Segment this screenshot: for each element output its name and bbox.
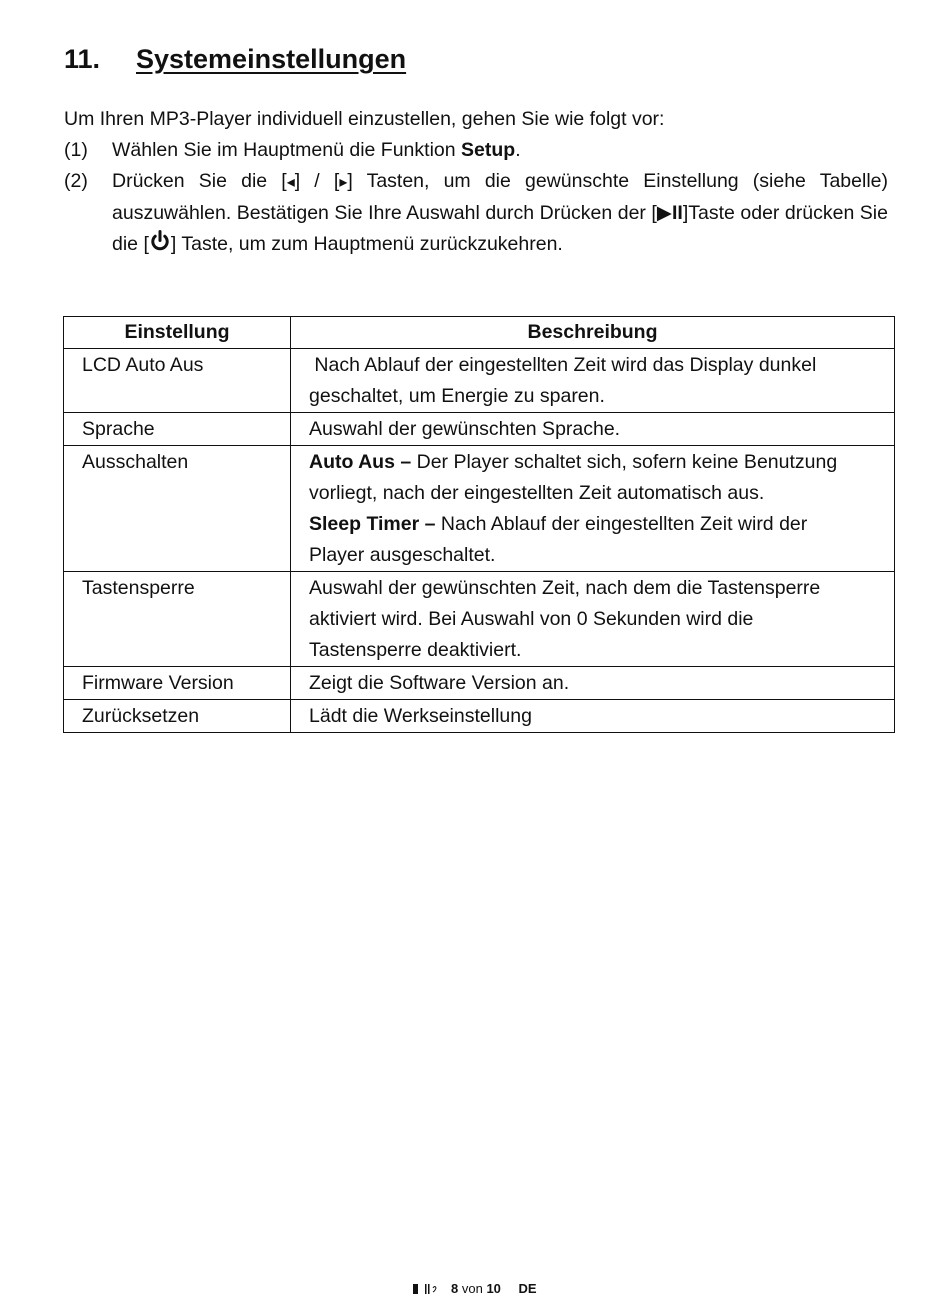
step-2: (2) Drücken Sie die [◂] / [▸] Tasten, um die gewünschte Einstellung (siehe Tabelle) auszuwählen. Bestätigen Sie Ihre Auswahl durch Drücken der [▶II]Taste oder drücken Sie die [ ] Taste, um zum Hauptmenü zurückzukehren. xyxy=(64,166,888,262)
setup-label: Setup xyxy=(461,139,516,161)
column-header: Einstellung xyxy=(64,317,291,349)
power-icon xyxy=(149,230,171,262)
setting-description: Nach Ablauf der eingestellten Zeit wird das Display dunkel geschaltet, um Energie zu sparen. xyxy=(291,349,895,413)
section-number: 11. xyxy=(64,44,101,74)
right-arrow-icon: ▸ xyxy=(339,174,348,191)
section-title: Systemeinstellungen xyxy=(136,44,407,74)
option-label: Sleep Timer – xyxy=(309,513,436,535)
step-number: (1) xyxy=(64,139,88,161)
settings-table xyxy=(63,316,895,733)
setting-name: Ausschalten xyxy=(64,446,291,572)
table-header-row xyxy=(64,317,895,349)
setting-description: Auswahl der gewünschten Zeit, nach dem die Tastensperre aktiviert wird. Bei Auswahl von 0 Sekunden wird die Tastensperre deaktiviert. xyxy=(291,572,895,667)
table-row xyxy=(64,349,895,413)
section-heading xyxy=(64,44,406,75)
setting-name: LCD Auto Aus xyxy=(64,349,291,413)
setting-description: Auswahl der gewünschten Sprache. xyxy=(291,413,895,446)
page-number: 8 xyxy=(451,1281,459,1296)
page-of-label: von xyxy=(461,1281,483,1296)
column-header: Beschreibung xyxy=(291,317,895,349)
option-label: Auto Aus – xyxy=(309,451,412,473)
table-row xyxy=(64,413,895,446)
setting-description: Zeigt die Software Version an. xyxy=(291,667,895,700)
setting-name: Sprache xyxy=(64,413,291,446)
left-arrow-icon: ◂ xyxy=(286,174,295,191)
table-row xyxy=(64,667,895,700)
brand-logo-icon xyxy=(413,1282,443,1297)
table-row xyxy=(64,572,895,667)
play-pause-icon: ▶II xyxy=(656,202,683,224)
intro-text: Um Ihren MP3-Player individuell einzustellen, gehen Sie wie folgt vor: xyxy=(64,108,665,130)
setting-name: Firmware Version xyxy=(64,667,291,700)
setting-description: Lädt die Werkseinstellung xyxy=(291,700,895,733)
step-text: Wählen Sie im Hauptmenü die Funktion xyxy=(112,139,462,161)
table-row xyxy=(64,446,895,572)
setting-name: Zurücksetzen xyxy=(64,700,291,733)
page-total: 10 xyxy=(486,1281,501,1296)
language-code: DE xyxy=(518,1281,537,1296)
table-row xyxy=(64,700,895,733)
setting-name: Tastensperre xyxy=(64,572,291,667)
intro-block xyxy=(64,104,888,262)
step-1: (1) Wählen Sie im Hauptmenü die Funktion Setup. xyxy=(64,135,888,166)
step-number: (2) xyxy=(64,170,88,192)
setting-description: Auto Aus – Der Player schaltet sich, sofern keine Benutzung vorliegt, nach der eingestellten Zeit automatisch aus. Sleep Timer – Nach Ablauf der eingestellten Zeit wird der Player ausgeschaltet. xyxy=(291,446,895,572)
page-footer xyxy=(0,1281,950,1297)
